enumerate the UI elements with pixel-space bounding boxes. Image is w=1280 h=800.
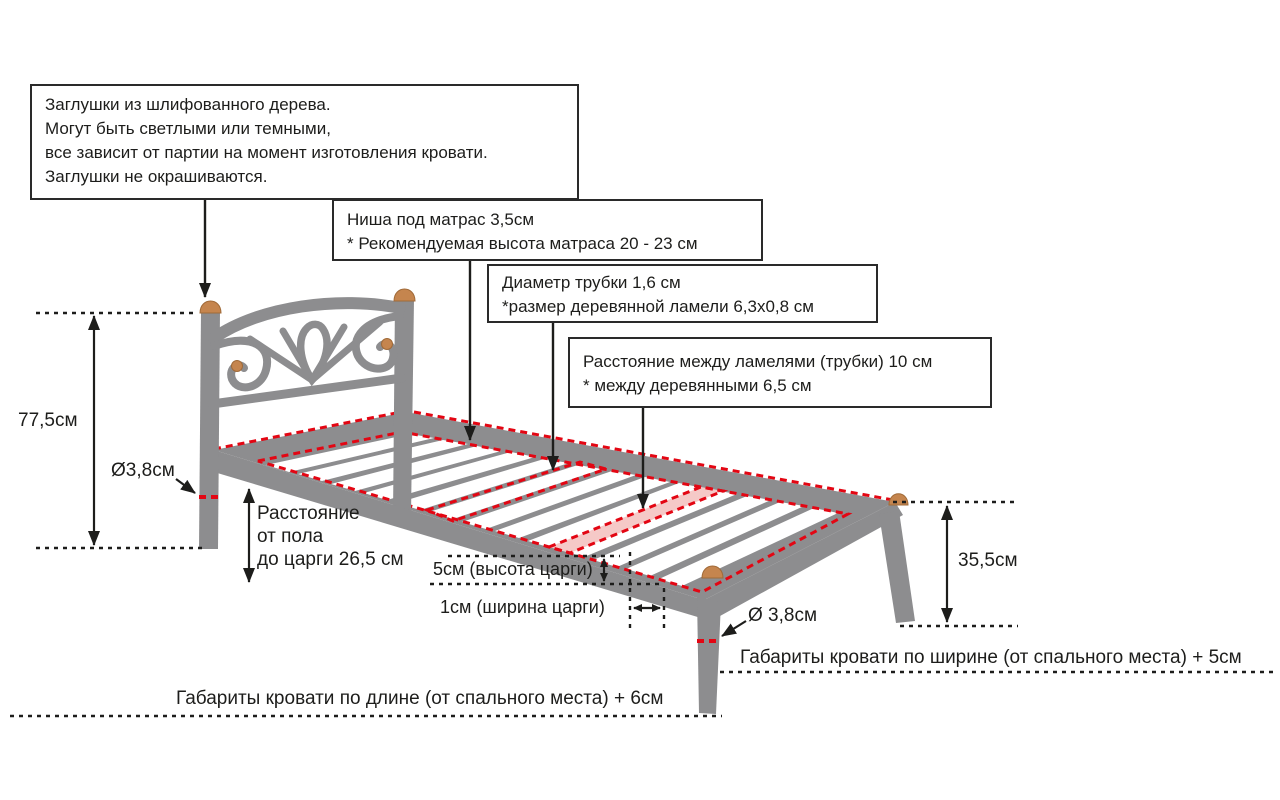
label-foot-height: 35,5см — [958, 550, 1018, 571]
callout-mattress-niche-line1: Ниша под матрас 3,5см — [347, 210, 535, 229]
callout-slat-spacing-line1: Расстояние между ламелями (трубки) 10 см — [583, 352, 933, 371]
callout-wood-caps-line4: Заглушки не окрашиваются. — [45, 167, 268, 186]
callout-tube-diameter-line2: *размер деревянной ламели 6,3х0,8 см — [502, 297, 814, 316]
label-floor-to-rail-line1: Расстояние — [257, 503, 360, 524]
label-floor-to-rail-line3: до царги 26,5 см — [257, 549, 404, 570]
callout-mattress-niche — [332, 199, 763, 261]
label-rail-height: 5см (высота царги) — [433, 559, 593, 579]
callout-slat-spacing-line2: * между деревянными 6,5 см — [583, 376, 812, 395]
label-total-height: 77,5см — [18, 410, 78, 431]
label-floor-to-rail — [257, 502, 404, 571]
label-leg-diameter-right: Ø 3,8см — [748, 605, 818, 626]
callout-tube-diameter — [487, 264, 878, 323]
label-overall-width: Габариты кровати по ширине (от спального места) + 5см — [740, 647, 1242, 668]
callout-mattress-niche-line2: * Рекомендуемая высота матраса 20 - 23 см — [347, 234, 698, 253]
label-leg-diameter-left: Ø3,8см — [111, 460, 175, 481]
callout-slat-spacing — [568, 337, 992, 408]
callout-wood-caps-line1: Заглушки из шлифованного дерева. — [45, 95, 331, 114]
callout-wood-caps-line3: все зависит от партии на момент изготовления кровати. — [45, 143, 488, 162]
label-floor-to-rail-line2: от пола — [257, 526, 324, 547]
callout-wood-caps — [30, 84, 579, 200]
label-overall-length: Габариты кровати по длине (от спального места) + 6см — [176, 688, 664, 709]
callout-tube-diameter-line1: Диаметр трубки 1,6 см — [502, 273, 681, 292]
label-rail-width: 1см (ширина царги) — [440, 597, 605, 617]
callout-wood-caps-line2: Могут быть светлыми или темными, — [45, 119, 331, 138]
